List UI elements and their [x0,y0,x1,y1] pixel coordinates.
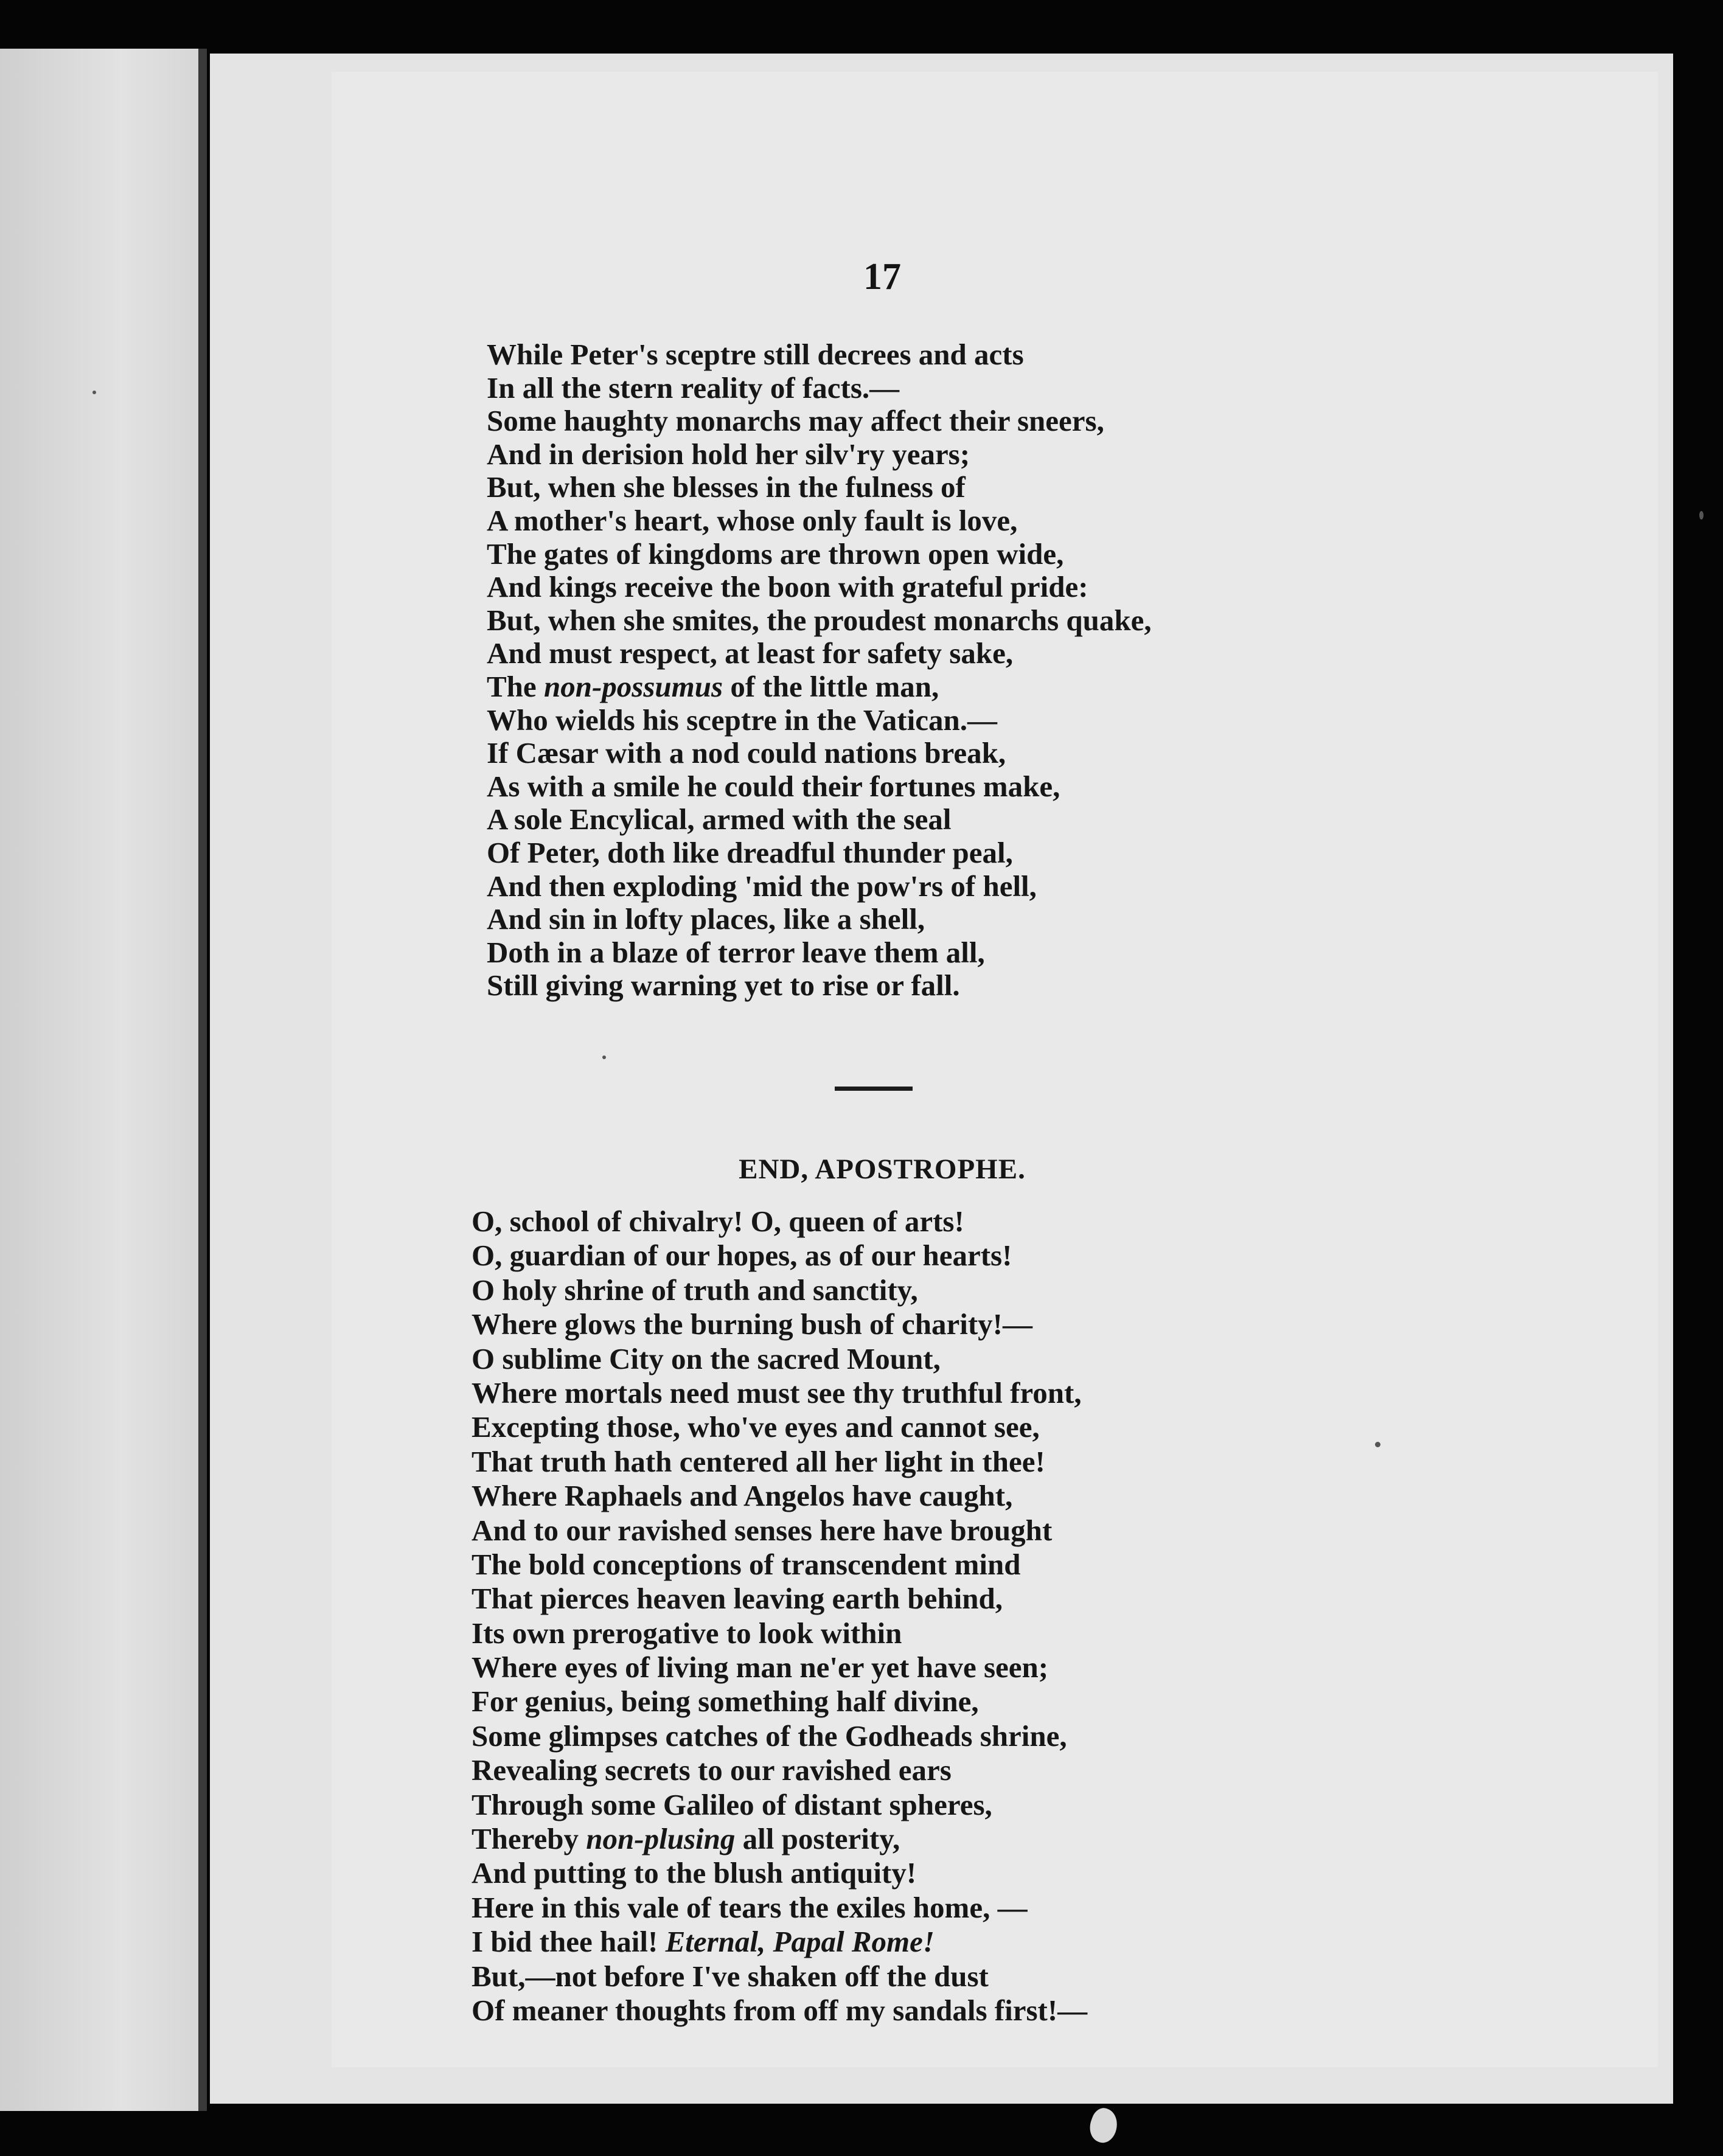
verse-line: And putting to the blush antiquity! [472,1856,917,1890]
verse-line: Its own prerogative to look within [472,1616,902,1650]
verse-line: Where eyes of living man ne'er yet have seen; [472,1650,1049,1685]
verse-text: of the little man, [723,669,939,703]
verse-line: Revealing secrets to our ravished ears [472,1753,952,1787]
verse-line: While Peter's sceptre still decrees and acts [487,338,1024,371]
verse-line: O sublime City on the sacred Mount, [472,1341,941,1375]
verse-line-with-italic [487,670,1152,704]
verse-line: Some glimpses catches of the Godheads shrine, [472,1719,1067,1753]
section-divider [835,1087,913,1091]
verse-text: The [487,669,544,703]
verse-line: O, guardian of our hopes, as of our hearts! [472,1239,1012,1273]
section-heading: END, APOSTROPHE. [739,1153,1026,1185]
verse-line: That truth hath centered all her light in thee! [472,1444,1045,1478]
verse-line: Doth in a blaze of terror leave them all, [487,935,985,969]
verse-line: Of meaner thoughts from off my sandals first!— [472,1993,1088,2027]
verse-line: That pierces heaven leaving earth behind, [472,1582,1003,1616]
verse-line: Excepting those, who've eyes and cannot see, [472,1410,1040,1444]
paper-speck [1375,1442,1380,1447]
verse-line: Where mortals need must see thy truthful front, [472,1375,1082,1410]
verse-line: A sole Encylical, armed with the seal [487,802,952,836]
verse-stanza-one [487,338,1152,1003]
paper-blemish [1085,2105,1122,2146]
verse-line: And must respect, at least for safety sake, [487,636,1014,670]
verse-line: Of Peter, doth like dreadful thunder peal, [487,835,1013,869]
verse-text: Thereby [472,1822,587,1856]
italic-phrase: Eternal, Papal Rome! [665,1925,935,1959]
left-page-edge [0,49,204,2111]
verse-stanza-two [472,1205,1087,2028]
verse-line: Who wields his sceptre in the Vatican.— [487,703,997,737]
verse-line: And then exploding 'mid the pow'rs of hell, [487,869,1037,903]
verse-line: Where Raphaels and Angelos have caught, [472,1479,1013,1513]
verse-line: But,—not before I've shaken off the dust [472,1959,989,1993]
verse-line: The gates of kingdoms are thrown open wide, [487,537,1064,571]
page-number: 17 [863,256,901,297]
verse-line: O holy shrine of truth and sanctity, [472,1273,918,1307]
verse-line: For genius, being something half divine, [472,1685,979,1719]
verse-line: And in derision hold her silv'ry years; [487,437,970,471]
italic-phrase: non-plusing [586,1822,736,1856]
verse-text: I bid thee hail! [472,1925,666,1959]
verse-line: But, when she smites, the proudest monarchs quake, [487,603,1152,637]
verse-line: O, school of chivalry! O, queen of arts! [472,1205,964,1238]
verse-line: As with a smile he could their fortunes make, [487,769,1060,803]
verse-line: And to our ravished senses here have brought [472,1513,1053,1547]
verse-line-with-italic [472,1925,1087,1959]
verse-line: But, when she blesses in the fulness of [487,470,966,504]
verse-line: Here in this vale of tears the exiles home, — [472,1890,1028,1924]
verse-line: Some haughty monarchs may affect their sneers, [487,404,1104,438]
paper-speck [92,391,96,394]
paper-speck [602,1055,606,1059]
verse-line-with-italic [472,1822,1087,1856]
verse-line: If Cæsar with a nod could nations break, [487,736,1006,770]
book-gutter [198,49,207,2111]
italic-phrase: non-possumus [543,669,723,703]
verse-line: The bold conceptions of transcendent mind [472,1547,1021,1581]
verse-line: Through some Galileo of distant spheres, [472,1787,992,1821]
verse-line: Where glows the burning bush of charity!— [472,1307,1033,1341]
verse-line: In all the stern reality of facts.— [487,370,900,405]
verse-text: all posterity, [735,1822,900,1856]
verse-line: Still giving warning yet to rise or fall. [487,968,960,1003]
verse-line: A mother's heart, whose only fault is love, [487,503,1018,537]
verse-line: And sin in lofty places, like a shell, [487,902,925,936]
paper-speck [1699,511,1704,520]
verse-line: And kings receive the boon with grateful pride: [487,570,1088,604]
